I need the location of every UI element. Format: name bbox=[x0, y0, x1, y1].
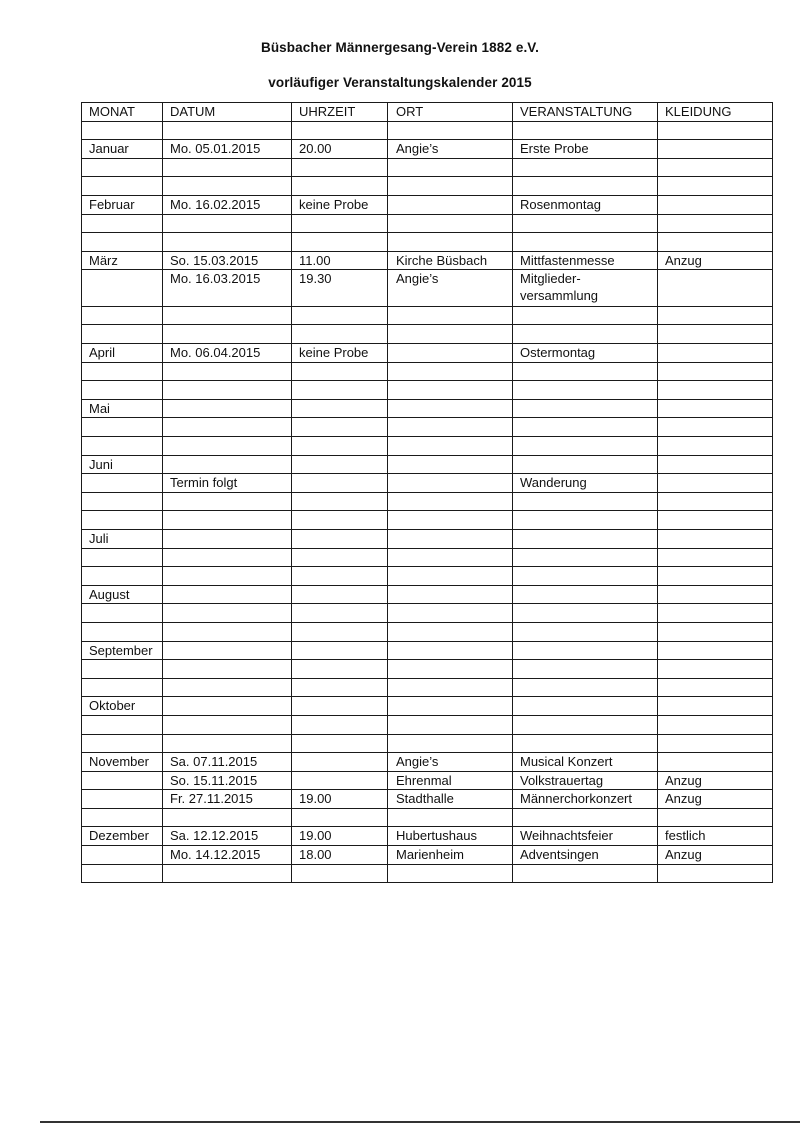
cell-uhrzeit: 19.00 bbox=[292, 790, 388, 809]
cell-ort bbox=[388, 214, 513, 233]
cell-monat bbox=[82, 604, 163, 623]
cell-kleidung bbox=[658, 641, 773, 660]
cell-uhrzeit bbox=[292, 418, 388, 437]
cell-datum bbox=[163, 418, 292, 437]
cell-datum bbox=[163, 121, 292, 140]
cell-veranstaltung: Mittfastenmesse bbox=[513, 251, 658, 270]
cell-monat bbox=[82, 121, 163, 140]
table-body bbox=[82, 121, 773, 883]
table-row bbox=[82, 140, 773, 159]
cell-ort bbox=[388, 511, 513, 530]
table-row bbox=[82, 734, 773, 753]
cell-datum: Sa. 07.11.2015 bbox=[163, 753, 292, 772]
cell-veranstaltung bbox=[513, 381, 658, 400]
cell-uhrzeit bbox=[292, 641, 388, 660]
cell-uhrzeit bbox=[292, 567, 388, 586]
cell-veranstaltung: Mitglieder-versammlung bbox=[513, 270, 658, 307]
cell-kleidung: Anzug bbox=[658, 790, 773, 809]
table-row bbox=[82, 325, 773, 344]
cell-monat bbox=[82, 567, 163, 586]
cell-uhrzeit bbox=[292, 771, 388, 790]
cell-veranstaltung bbox=[513, 641, 658, 660]
cell-monat bbox=[82, 474, 163, 493]
table-row bbox=[82, 864, 773, 883]
cell-kleidung bbox=[658, 511, 773, 530]
cell-veranstaltung: Weihnachtsfeier bbox=[513, 827, 658, 846]
cell-ort bbox=[388, 455, 513, 474]
cell-kleidung: Anzug bbox=[658, 251, 773, 270]
cell-uhrzeit bbox=[292, 362, 388, 381]
cell-uhrzeit: 19.30 bbox=[292, 270, 388, 307]
cell-datum: So. 15.11.2015 bbox=[163, 771, 292, 790]
cell-monat: Januar bbox=[82, 140, 163, 159]
cell-monat bbox=[82, 734, 163, 753]
column-header-veranstaltung: VERANSTALTUNG bbox=[513, 103, 658, 122]
cell-ort bbox=[388, 585, 513, 604]
table-row bbox=[82, 214, 773, 233]
cell-ort bbox=[388, 622, 513, 641]
cell-veranstaltung: Erste Probe bbox=[513, 140, 658, 159]
cell-kleidung bbox=[658, 567, 773, 586]
cell-uhrzeit bbox=[292, 455, 388, 474]
cell-monat bbox=[82, 548, 163, 567]
table-row bbox=[82, 177, 773, 196]
table-row bbox=[82, 455, 773, 474]
cell-kleidung bbox=[658, 864, 773, 883]
cell-uhrzeit: 20.00 bbox=[292, 140, 388, 159]
cell-kleidung bbox=[658, 325, 773, 344]
cell-ort bbox=[388, 306, 513, 325]
cell-ort bbox=[388, 697, 513, 716]
cell-datum: So. 15.03.2015 bbox=[163, 251, 292, 270]
cell-uhrzeit bbox=[292, 492, 388, 511]
column-header-uhrzeit: UHRZEIT bbox=[292, 103, 388, 122]
cell-monat bbox=[82, 790, 163, 809]
cell-veranstaltung bbox=[513, 529, 658, 548]
cell-kleidung bbox=[658, 381, 773, 400]
cell-uhrzeit bbox=[292, 715, 388, 734]
table-row bbox=[82, 437, 773, 456]
cell-ort: Kirche Büsbach bbox=[388, 251, 513, 270]
cell-datum bbox=[163, 697, 292, 716]
cell-monat bbox=[82, 362, 163, 381]
table-row bbox=[82, 492, 773, 511]
cell-datum bbox=[163, 158, 292, 177]
cell-ort bbox=[388, 567, 513, 586]
cell-datum bbox=[163, 325, 292, 344]
table-row bbox=[82, 622, 773, 641]
cell-ort bbox=[388, 177, 513, 196]
cell-ort bbox=[388, 864, 513, 883]
table-row bbox=[82, 641, 773, 660]
event-calendar-table bbox=[81, 102, 773, 883]
cell-datum: Sa. 12.12.2015 bbox=[163, 827, 292, 846]
cell-ort bbox=[388, 715, 513, 734]
cell-monat: Mai bbox=[82, 399, 163, 418]
cell-monat bbox=[82, 158, 163, 177]
cell-datum bbox=[163, 864, 292, 883]
table-row bbox=[82, 270, 773, 307]
cell-datum bbox=[163, 622, 292, 641]
cell-uhrzeit bbox=[292, 158, 388, 177]
table-row bbox=[82, 195, 773, 214]
cell-uhrzeit bbox=[292, 511, 388, 530]
document-title: Büsbacher Männergesang-Verein 1882 e.V. bbox=[260, 40, 540, 55]
table-row bbox=[82, 715, 773, 734]
cell-veranstaltung bbox=[513, 622, 658, 641]
cell-monat bbox=[82, 678, 163, 697]
cell-kleidung bbox=[658, 678, 773, 697]
cell-monat: März bbox=[82, 251, 163, 270]
cell-datum bbox=[163, 585, 292, 604]
cell-monat: August bbox=[82, 585, 163, 604]
cell-ort: Marienheim bbox=[388, 846, 513, 865]
document-subtitle: vorläufiger Veranstaltungskalender 2015 bbox=[268, 75, 532, 90]
cell-datum bbox=[163, 306, 292, 325]
cell-datum bbox=[163, 678, 292, 697]
table-row bbox=[82, 753, 773, 772]
cell-kleidung bbox=[658, 604, 773, 623]
table-row bbox=[82, 418, 773, 437]
cell-uhrzeit bbox=[292, 381, 388, 400]
cell-veranstaltung: Wanderung bbox=[513, 474, 658, 493]
table-row bbox=[82, 660, 773, 679]
cell-kleidung bbox=[658, 529, 773, 548]
cell-kleidung: Anzug bbox=[658, 771, 773, 790]
cell-kleidung bbox=[658, 753, 773, 772]
cell-kleidung bbox=[658, 214, 773, 233]
cell-uhrzeit bbox=[292, 399, 388, 418]
table-header-row bbox=[82, 103, 773, 122]
column-header-monat: MONAT bbox=[82, 103, 163, 122]
cell-kleidung bbox=[658, 474, 773, 493]
cell-datum: Mo. 14.12.2015 bbox=[163, 846, 292, 865]
cell-monat bbox=[82, 437, 163, 456]
table-row bbox=[82, 362, 773, 381]
cell-datum bbox=[163, 641, 292, 660]
cell-monat bbox=[82, 660, 163, 679]
cell-ort: Hubertushaus bbox=[388, 827, 513, 846]
cell-datum bbox=[163, 455, 292, 474]
table-row bbox=[82, 548, 773, 567]
cell-kleidung bbox=[658, 177, 773, 196]
cell-veranstaltung bbox=[513, 214, 658, 233]
cell-uhrzeit bbox=[292, 753, 388, 772]
cell-datum bbox=[163, 529, 292, 548]
cell-ort bbox=[388, 474, 513, 493]
cell-ort bbox=[388, 734, 513, 753]
cell-veranstaltung: Rosenmontag bbox=[513, 195, 658, 214]
cell-kleidung bbox=[658, 622, 773, 641]
column-header-kleidung: KLEIDUNG bbox=[658, 103, 773, 122]
cell-monat bbox=[82, 214, 163, 233]
cell-uhrzeit bbox=[292, 306, 388, 325]
table-row bbox=[82, 251, 773, 270]
table-row bbox=[82, 604, 773, 623]
cell-datum: Termin folgt bbox=[163, 474, 292, 493]
page-bottom-rule bbox=[40, 1121, 800, 1123]
cell-monat bbox=[82, 808, 163, 827]
cell-monat bbox=[82, 270, 163, 307]
cell-uhrzeit bbox=[292, 678, 388, 697]
cell-monat: Februar bbox=[82, 195, 163, 214]
cell-ort bbox=[388, 604, 513, 623]
cell-kleidung bbox=[658, 362, 773, 381]
cell-monat bbox=[82, 622, 163, 641]
cell-ort bbox=[388, 233, 513, 252]
cell-uhrzeit bbox=[292, 864, 388, 883]
cell-veranstaltung bbox=[513, 233, 658, 252]
cell-monat bbox=[82, 864, 163, 883]
cell-ort bbox=[388, 660, 513, 679]
cell-ort bbox=[388, 529, 513, 548]
cell-ort bbox=[388, 344, 513, 363]
cell-uhrzeit: 19.00 bbox=[292, 827, 388, 846]
cell-kleidung bbox=[658, 715, 773, 734]
cell-kleidung bbox=[658, 195, 773, 214]
cell-kleidung bbox=[658, 492, 773, 511]
cell-veranstaltung bbox=[513, 567, 658, 586]
cell-monat bbox=[82, 233, 163, 252]
cell-veranstaltung bbox=[513, 158, 658, 177]
cell-datum bbox=[163, 492, 292, 511]
cell-veranstaltung bbox=[513, 548, 658, 567]
cell-datum bbox=[163, 177, 292, 196]
cell-uhrzeit bbox=[292, 121, 388, 140]
cell-monat: November bbox=[82, 753, 163, 772]
cell-ort: Angie’s bbox=[388, 270, 513, 307]
cell-kleidung: festlich bbox=[658, 827, 773, 846]
cell-veranstaltung bbox=[513, 678, 658, 697]
column-header-ort: ORT bbox=[388, 103, 513, 122]
cell-veranstaltung bbox=[513, 437, 658, 456]
cell-ort bbox=[388, 418, 513, 437]
table-row bbox=[82, 381, 773, 400]
cell-kleidung bbox=[658, 808, 773, 827]
cell-monat bbox=[82, 771, 163, 790]
cell-datum: Mo. 16.02.2015 bbox=[163, 195, 292, 214]
table-row bbox=[82, 233, 773, 252]
cell-uhrzeit bbox=[292, 437, 388, 456]
cell-veranstaltung bbox=[513, 306, 658, 325]
cell-monat: Oktober bbox=[82, 697, 163, 716]
cell-monat bbox=[82, 715, 163, 734]
cell-ort bbox=[388, 548, 513, 567]
cell-monat bbox=[82, 492, 163, 511]
cell-veranstaltung bbox=[513, 808, 658, 827]
cell-datum bbox=[163, 604, 292, 623]
cell-uhrzeit bbox=[292, 622, 388, 641]
table-row bbox=[82, 158, 773, 177]
cell-kleidung: Anzug bbox=[658, 846, 773, 865]
cell-veranstaltung bbox=[513, 697, 658, 716]
cell-ort bbox=[388, 399, 513, 418]
cell-uhrzeit bbox=[292, 325, 388, 344]
column-header-datum: DATUM bbox=[163, 103, 292, 122]
table-row bbox=[82, 567, 773, 586]
table-row bbox=[82, 344, 773, 363]
cell-datum bbox=[163, 808, 292, 827]
table-row bbox=[82, 585, 773, 604]
cell-datum: Fr. 27.11.2015 bbox=[163, 790, 292, 809]
cell-uhrzeit bbox=[292, 660, 388, 679]
cell-ort bbox=[388, 678, 513, 697]
cell-kleidung bbox=[658, 140, 773, 159]
cell-kleidung bbox=[658, 418, 773, 437]
table-row bbox=[82, 529, 773, 548]
table-header bbox=[82, 103, 773, 122]
cell-uhrzeit: keine Probe bbox=[292, 195, 388, 214]
table-row bbox=[82, 306, 773, 325]
cell-veranstaltung bbox=[513, 325, 658, 344]
cell-monat bbox=[82, 177, 163, 196]
cell-datum bbox=[163, 734, 292, 753]
cell-veranstaltung bbox=[513, 121, 658, 140]
cell-uhrzeit bbox=[292, 474, 388, 493]
cell-veranstaltung bbox=[513, 660, 658, 679]
cell-kleidung bbox=[658, 548, 773, 567]
cell-uhrzeit bbox=[292, 697, 388, 716]
cell-ort: Ehrenmal bbox=[388, 771, 513, 790]
cell-ort bbox=[388, 121, 513, 140]
cell-veranstaltung bbox=[513, 177, 658, 196]
cell-datum bbox=[163, 567, 292, 586]
cell-kleidung bbox=[658, 660, 773, 679]
cell-veranstaltung: Ostermontag bbox=[513, 344, 658, 363]
cell-veranstaltung: Adventsingen bbox=[513, 846, 658, 865]
cell-kleidung bbox=[658, 233, 773, 252]
cell-veranstaltung bbox=[513, 585, 658, 604]
table-row bbox=[82, 790, 773, 809]
table-row bbox=[82, 846, 773, 865]
cell-datum bbox=[163, 511, 292, 530]
cell-monat bbox=[82, 381, 163, 400]
cell-uhrzeit bbox=[292, 604, 388, 623]
cell-ort bbox=[388, 437, 513, 456]
cell-veranstaltung bbox=[513, 864, 658, 883]
cell-datum bbox=[163, 362, 292, 381]
cell-datum bbox=[163, 399, 292, 418]
table-row bbox=[82, 697, 773, 716]
cell-kleidung bbox=[658, 734, 773, 753]
cell-kleidung bbox=[658, 306, 773, 325]
cell-datum bbox=[163, 381, 292, 400]
cell-datum bbox=[163, 548, 292, 567]
cell-ort bbox=[388, 158, 513, 177]
cell-monat bbox=[82, 325, 163, 344]
cell-uhrzeit bbox=[292, 808, 388, 827]
table-row bbox=[82, 771, 773, 790]
cell-uhrzeit: 18.00 bbox=[292, 846, 388, 865]
table-row bbox=[82, 678, 773, 697]
cell-veranstaltung bbox=[513, 418, 658, 437]
cell-ort bbox=[388, 492, 513, 511]
cell-veranstaltung bbox=[513, 734, 658, 753]
cell-kleidung bbox=[658, 697, 773, 716]
cell-veranstaltung bbox=[513, 604, 658, 623]
cell-kleidung bbox=[658, 437, 773, 456]
cell-ort bbox=[388, 362, 513, 381]
cell-datum bbox=[163, 214, 292, 233]
cell-veranstaltung bbox=[513, 492, 658, 511]
cell-veranstaltung bbox=[513, 511, 658, 530]
cell-ort bbox=[388, 381, 513, 400]
table-row bbox=[82, 511, 773, 530]
cell-uhrzeit: 11.00 bbox=[292, 251, 388, 270]
cell-monat bbox=[82, 511, 163, 530]
cell-uhrzeit: keine Probe bbox=[292, 344, 388, 363]
cell-datum: Mo. 05.01.2015 bbox=[163, 140, 292, 159]
cell-monat: April bbox=[82, 344, 163, 363]
cell-datum bbox=[163, 233, 292, 252]
cell-datum bbox=[163, 660, 292, 679]
cell-veranstaltung bbox=[513, 399, 658, 418]
cell-datum: Mo. 06.04.2015 bbox=[163, 344, 292, 363]
cell-ort: Angie’s bbox=[388, 140, 513, 159]
table-row bbox=[82, 827, 773, 846]
cell-veranstaltung: Musical Konzert bbox=[513, 753, 658, 772]
cell-ort bbox=[388, 195, 513, 214]
cell-kleidung bbox=[658, 455, 773, 474]
table-row bbox=[82, 121, 773, 140]
cell-ort bbox=[388, 325, 513, 344]
cell-veranstaltung bbox=[513, 715, 658, 734]
cell-datum: Mo. 16.03.2015 bbox=[163, 270, 292, 307]
cell-kleidung bbox=[658, 158, 773, 177]
cell-kleidung bbox=[658, 121, 773, 140]
cell-monat: September bbox=[82, 641, 163, 660]
cell-ort: Angie’s bbox=[388, 753, 513, 772]
cell-uhrzeit bbox=[292, 177, 388, 196]
cell-monat bbox=[82, 306, 163, 325]
table-row bbox=[82, 808, 773, 827]
cell-monat: Dezember bbox=[82, 827, 163, 846]
cell-uhrzeit bbox=[292, 214, 388, 233]
cell-monat bbox=[82, 846, 163, 865]
cell-veranstaltung: Männerchorkonzert bbox=[513, 790, 658, 809]
cell-veranstaltung bbox=[513, 362, 658, 381]
cell-uhrzeit bbox=[292, 734, 388, 753]
table-row bbox=[82, 399, 773, 418]
cell-veranstaltung: Volkstrauertag bbox=[513, 771, 658, 790]
cell-monat: Juni bbox=[82, 455, 163, 474]
cell-monat: Juli bbox=[82, 529, 163, 548]
cell-veranstaltung bbox=[513, 455, 658, 474]
cell-uhrzeit bbox=[292, 529, 388, 548]
cell-uhrzeit bbox=[292, 233, 388, 252]
cell-kleidung bbox=[658, 585, 773, 604]
cell-kleidung bbox=[658, 270, 773, 307]
cell-datum bbox=[163, 437, 292, 456]
cell-ort: Stadthalle bbox=[388, 790, 513, 809]
cell-kleidung bbox=[658, 399, 773, 418]
cell-monat bbox=[82, 418, 163, 437]
cell-uhrzeit bbox=[292, 548, 388, 567]
cell-uhrzeit bbox=[292, 585, 388, 604]
table-row bbox=[82, 474, 773, 493]
cell-ort bbox=[388, 641, 513, 660]
cell-ort bbox=[388, 808, 513, 827]
cell-datum bbox=[163, 715, 292, 734]
cell-kleidung bbox=[658, 344, 773, 363]
